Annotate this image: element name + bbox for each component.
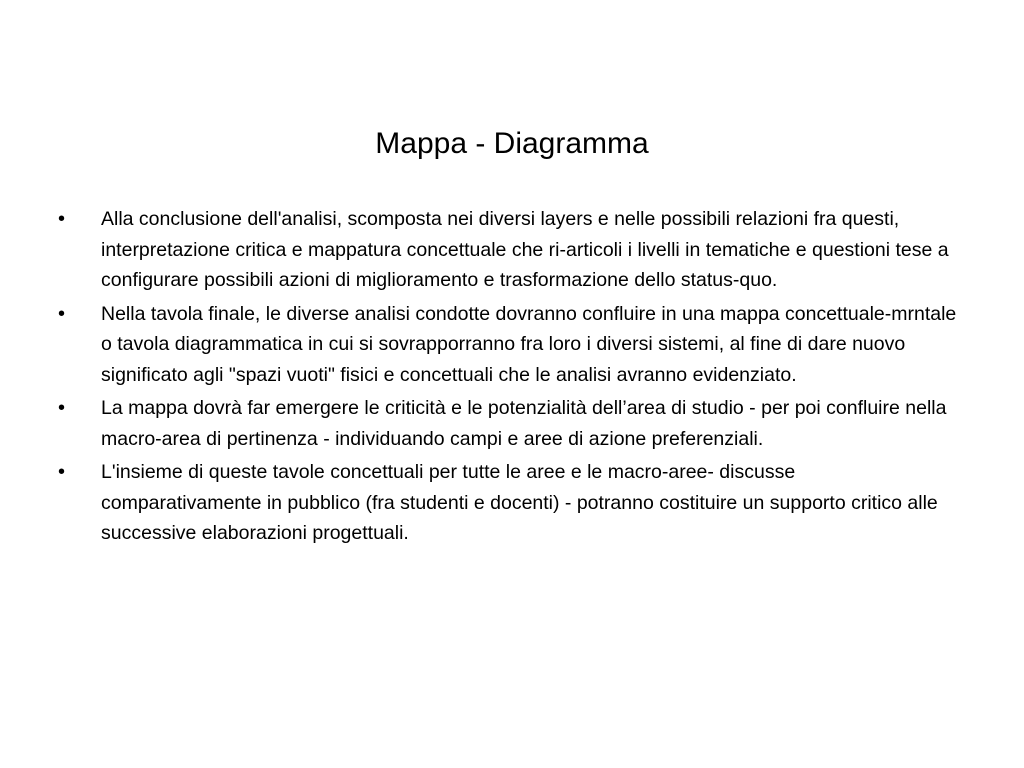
bullet-icon: • bbox=[58, 208, 66, 230]
bullet-text: Alla conclusione dell'analisi, scomposta nei diversi layers e nelle possibili relazioni fra questi, interpretazione critica e mappatura concettuale che ri-articoli i livelli in tematiche e questioni tese a configurare possibili azioni di miglioramento e trasformazione dello status-quo. bbox=[101, 208, 949, 291]
bullet-text: L'insieme di queste tavole concettuali per tutte le aree e le macro-aree- discusse comparativamente in pubblico (fra studenti e docenti) - potranno costituire un supporto critico alle successive elaborazioni progettuali. bbox=[101, 461, 938, 544]
bullet-text: La mappa dovrà far emergere le criticità e le potenzialità dell’area di studio - per poi confluire nella macro-area di pertinenza - individuando campi e aree di azione preferenziali. bbox=[101, 397, 947, 450]
bullet-list bbox=[58, 204, 958, 552]
bullet-icon: • bbox=[58, 461, 66, 483]
bullet-item bbox=[58, 204, 958, 296]
bullet-item bbox=[58, 457, 958, 549]
bullet-item bbox=[58, 299, 958, 391]
bullet-text: Nella tavola finale, le diverse analisi condotte dovranno confluire in una mappa concettuale-mrntale o tavola diagrammatica in cui si sovrapporranno fra loro i diversi sistemi, al fine di dare nuovo significato agli "spazi vuoti" fisici e concettuali che le analisi avranno evidenziato. bbox=[101, 302, 957, 386]
bullet-item bbox=[58, 393, 958, 454]
bullet-icon: • bbox=[58, 397, 66, 419]
slide-title: Mappa - Diagramma bbox=[375, 127, 649, 160]
bullet-icon: • bbox=[58, 302, 66, 325]
